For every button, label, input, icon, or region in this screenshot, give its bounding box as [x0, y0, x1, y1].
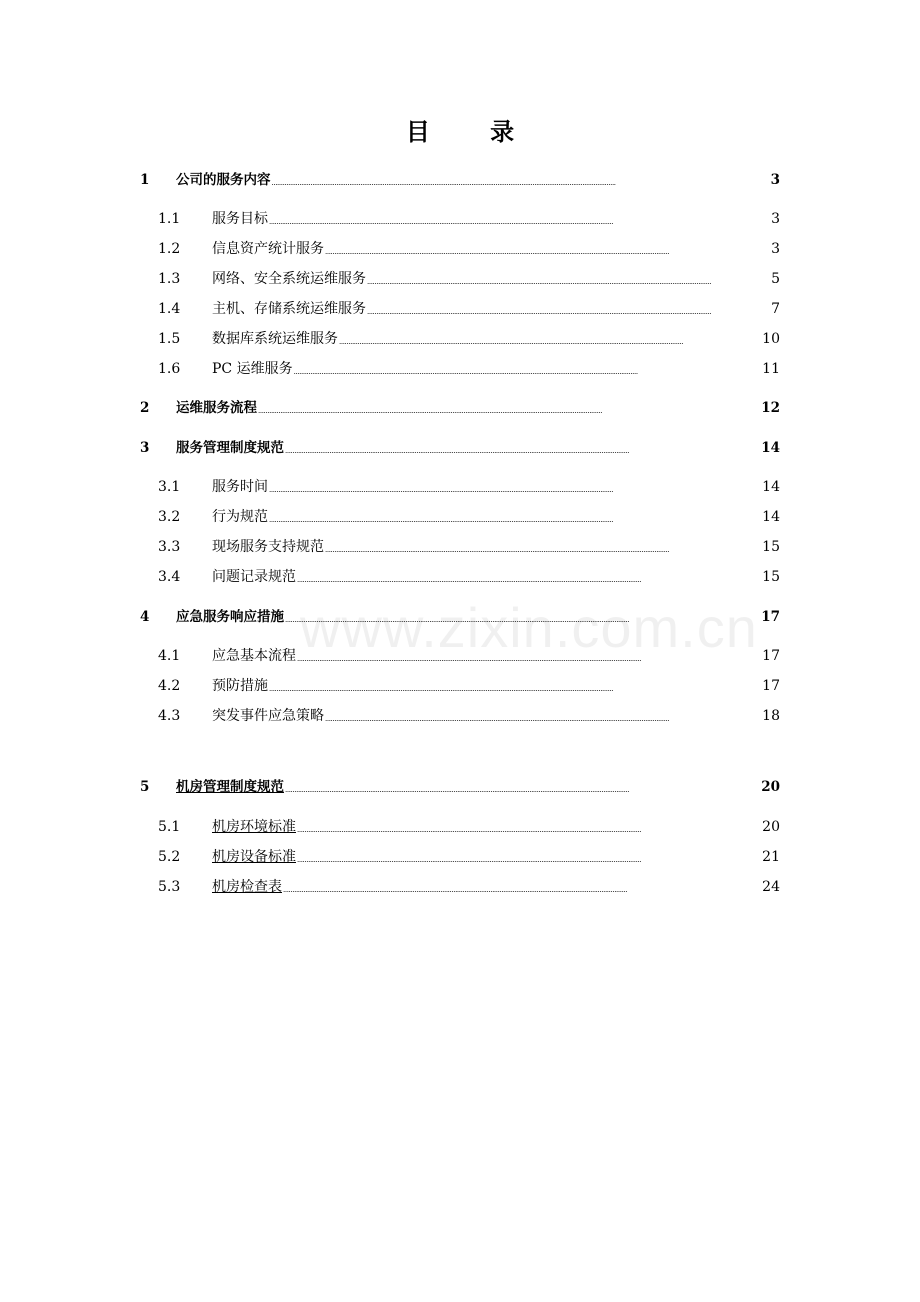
toc-entry-number: 3.3 [158, 539, 181, 555]
toc-section-entry[interactable] [140, 299, 780, 319]
toc-entry-title[interactable]: 数据库系统运维服务 [212, 331, 338, 347]
toc-entry-number: 5 [140, 779, 150, 795]
toc-leader-dots [297, 847, 761, 867]
toc-entry-title[interactable]: 机房管理制度规范 [176, 779, 284, 795]
toc-page-number: 17 [761, 609, 780, 625]
toc-entry-title[interactable]: 应急服务响应措施 [176, 609, 284, 625]
toc-entry-number: 4.1 [158, 648, 181, 664]
toc-entry-title[interactable]: 现场服务支持规范 [212, 539, 324, 555]
toc-page-number: 21 [762, 849, 780, 865]
toc-entry-number: 3.1 [158, 479, 181, 495]
toc-entry-title[interactable]: 机房环境标准 [212, 819, 296, 835]
toc-leader-dots [297, 567, 761, 587]
toc-page-number: 11 [762, 361, 780, 377]
toc-entry-title[interactable]: 公司的服务内容 [176, 172, 271, 188]
toc-entry-number: 3.4 [158, 569, 181, 585]
toc-leader-dots [269, 507, 761, 527]
toc-page-number: 14 [762, 509, 780, 525]
toc-entry-number: 1.6 [158, 361, 181, 377]
toc-entry-number: 3.2 [158, 509, 181, 525]
toc-page-number: 14 [761, 440, 780, 456]
toc-entry-number: 3 [140, 440, 150, 456]
toc-entry-number: 1.5 [158, 331, 181, 347]
toc-section-entry[interactable] [140, 537, 780, 557]
toc-leader-dots [258, 398, 760, 418]
toc-entry-number: 5.2 [158, 849, 181, 865]
toc-page-number: 15 [762, 569, 780, 585]
toc-section-entry[interactable] [140, 646, 780, 666]
toc-page-number: 12 [761, 400, 780, 416]
toc-entry-title[interactable]: 主机、存储系统运维服务 [212, 301, 366, 317]
toc-page-number: 3 [771, 211, 780, 227]
toc-section-entry[interactable] [140, 209, 780, 229]
toc-entry-title[interactable]: PC 运维服务 [212, 361, 293, 377]
toc-leader-dots [339, 329, 761, 349]
toc-page-number: 10 [762, 331, 780, 347]
toc-entry-number: 4.2 [158, 678, 181, 694]
toc-leader-dots [269, 209, 770, 229]
toc-entry-number: 1.4 [158, 301, 181, 317]
toc-chapter-entry[interactable] [140, 438, 780, 458]
toc-page-number: 24 [762, 879, 780, 895]
toc-entry-number: 1.2 [158, 241, 181, 257]
toc-page-number: 20 [762, 819, 780, 835]
toc-section-entry[interactable] [140, 269, 780, 289]
toc-leader-dots [297, 817, 761, 837]
toc-entry-number: 4 [140, 609, 150, 625]
toc-section-entry[interactable] [140, 676, 780, 696]
toc-leader-dots [272, 170, 770, 190]
toc-leader-dots [367, 299, 770, 319]
toc-leader-dots [269, 477, 761, 497]
toc-page-number: 20 [761, 779, 780, 795]
toc-entry-title[interactable]: 行为规范 [212, 509, 268, 525]
toc-section-entry[interactable] [140, 359, 780, 379]
toc-section-entry[interactable] [140, 817, 780, 837]
toc-leader-dots [325, 537, 761, 557]
toc-chapter-entry[interactable] [140, 607, 780, 627]
toc-entry-title[interactable]: 机房设备标准 [212, 849, 296, 865]
toc-leader-dots [285, 438, 760, 458]
toc-entry-number: 5.3 [158, 879, 181, 895]
toc-entry-title[interactable]: 服务目标 [212, 211, 268, 227]
toc-section-entry[interactable] [140, 329, 780, 349]
toc-entry-number: 1 [140, 172, 150, 188]
toc-entry-title[interactable]: 预防措施 [212, 678, 268, 694]
toc-leader-dots [294, 359, 762, 379]
toc-entry-title[interactable]: 运维服务流程 [176, 400, 257, 416]
toc-leader-dots [285, 607, 760, 627]
toc-section-entry[interactable] [140, 477, 780, 497]
toc-entry-title[interactable]: 问题记录规范 [212, 569, 296, 585]
toc-section-entry[interactable] [140, 706, 780, 726]
toc-entry-title[interactable]: 信息资产统计服务 [212, 241, 324, 257]
toc-page-number: 5 [771, 271, 780, 287]
toc-entry-title[interactable]: 服务时间 [212, 479, 268, 495]
toc-section-entry[interactable] [140, 567, 780, 587]
watermark: www.zixin.com.cn [300, 596, 758, 659]
toc-entry-number: 4.3 [158, 708, 181, 724]
toc-page-number: 14 [762, 479, 780, 495]
toc-chapter-entry[interactable] [140, 398, 780, 418]
toc-chapter-entry[interactable] [140, 170, 780, 190]
toc-entry-title[interactable]: 服务管理制度规范 [176, 440, 284, 456]
toc-page-number: 3 [771, 241, 780, 257]
toc-page-number: 3 [770, 172, 780, 188]
toc-page-number: 17 [762, 648, 780, 664]
toc-entry-title[interactable]: 应急基本流程 [212, 648, 296, 664]
toc-entry-number: 1.1 [158, 211, 181, 227]
toc-page-number: 7 [771, 301, 780, 317]
toc-entry-number: 1.3 [158, 271, 181, 287]
toc-leader-dots [269, 676, 761, 696]
toc-entry-number: 2 [140, 400, 150, 416]
toc-entry-number: 5.1 [158, 819, 181, 835]
toc-page-number: 18 [762, 708, 780, 724]
toc-leader-dots [285, 777, 760, 797]
toc-page-number: 15 [762, 539, 780, 555]
toc-leader-dots [297, 646, 761, 666]
toc-entry-title[interactable]: 机房检查表 [212, 879, 282, 895]
toc-leader-dots [283, 877, 761, 897]
toc-chapter-entry[interactable] [140, 777, 780, 797]
toc-leader-dots [367, 269, 770, 289]
toc-page-number: 17 [762, 678, 780, 694]
toc-entry-title[interactable]: 突发事件应急策略 [212, 708, 324, 724]
toc-section-entry[interactable] [140, 239, 780, 259]
toc-entry-title[interactable]: 网络、安全系统运维服务 [212, 271, 366, 287]
toc-leader-dots [325, 239, 770, 259]
toc-section-entry[interactable] [140, 877, 780, 897]
toc-section-entry[interactable] [140, 847, 780, 867]
page-title: 目 录 [405, 117, 541, 146]
toc-section-entry[interactable] [140, 507, 780, 527]
toc-leader-dots [325, 706, 761, 726]
